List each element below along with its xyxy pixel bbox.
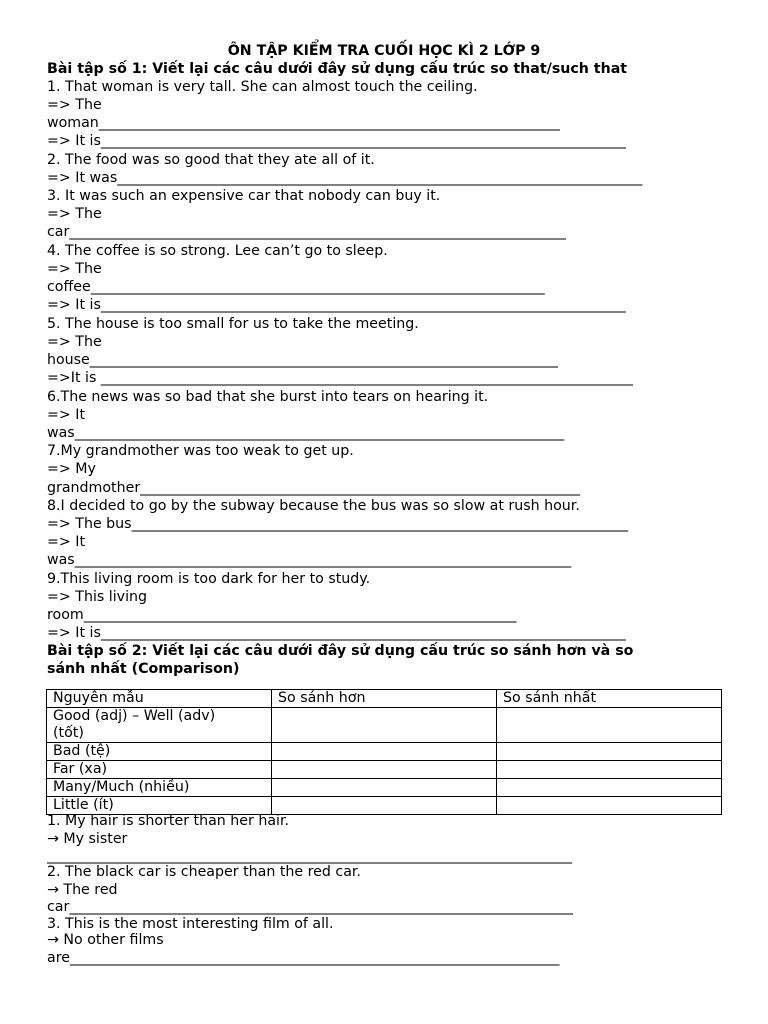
base-form-text: Good (adj) – Well (adv) (53, 708, 216, 724)
ex2-line: 2. The black car is cheaper than the red car. (47, 864, 361, 880)
ex1-line: => It (47, 534, 86, 550)
ex1-answer-line: coffee________________________________________________________________ (47, 279, 545, 295)
superlative-answer-cell[interactable] (497, 797, 722, 815)
comparison-table (46, 689, 722, 815)
ex1-answer-line: => It is__________________________________________________________________________ (47, 133, 626, 149)
ex1-line: => The (47, 334, 102, 350)
comparative-answer-cell[interactable] (272, 797, 497, 815)
ex2-line: 3. This is the most interesting film of all. (47, 916, 334, 932)
exercise-1-heading: Bài tập số 1: Viết lại các câu dưới đây sử dụng cấu trúc so that/such that (47, 61, 628, 77)
ex2-line: → No other films (47, 932, 164, 948)
table-row (47, 761, 722, 779)
exercise-2-heading-cont: sánh nhất (Comparison) (47, 661, 240, 677)
ex1-line: => This living (47, 589, 148, 605)
base-form-cell: Far (xa) (47, 761, 272, 779)
ex1-line: => It (47, 407, 86, 423)
ex1-line: => The (47, 261, 102, 277)
base-form-cell (47, 708, 272, 743)
ex1-answer-line: house__________________________________________________________________ (47, 352, 558, 368)
ex1-answer-line: => The bus______________________________________________________________________ (47, 516, 629, 532)
ex1-line: 9.This living room is too dark for her to study. (47, 571, 371, 587)
ex2-answer-line: __________________________________________________________________________ (47, 848, 572, 864)
ex1-answer-line: car______________________________________________________________________ (47, 224, 566, 240)
ex1-answer-line: was_____________________________________________________________________ (47, 425, 565, 441)
ex2-line: → The red (47, 882, 118, 898)
comparative-answer-cell[interactable] (272, 708, 497, 743)
ex1-answer-line: => It is__________________________________________________________________________ (47, 625, 626, 641)
base-form-meaning: (tốt) (53, 725, 84, 741)
superlative-answer-cell[interactable] (497, 708, 722, 743)
table-row (47, 797, 722, 815)
ex1-line: => The (47, 97, 102, 113)
superlative-answer-cell[interactable] (497, 779, 722, 797)
ex1-line: => The (47, 206, 102, 222)
page-title: ÔN TẬP KIỂM TRA CUỐI HỌC KÌ 2 LỚP 9 (227, 43, 541, 59)
ex1-line: 8.I decided to go by the subway because the bus was so slow at rush hour. (47, 498, 580, 514)
ex1-answer-line: room_____________________________________________________________ (47, 607, 517, 623)
table-header-row (47, 690, 722, 708)
ex1-answer-line: was______________________________________________________________________ (47, 552, 572, 568)
exercise-2-heading: Bài tập số 2: Viết lại các câu dưới đây sử dụng cấu trúc so sánh hơn và so (47, 643, 634, 659)
ex2-answer-line: are_____________________________________________________________________ (47, 950, 560, 966)
ex1-line: 5. The house is too small for us to take the meeting. (47, 316, 419, 332)
table-row (47, 779, 722, 797)
ex1-answer-line: =>It is ___________________________________________________________________________ (47, 370, 633, 386)
superlative-answer-cell[interactable] (497, 743, 722, 761)
ex1-line: 1. That woman is very tall. She can almost touch the ceiling. (47, 79, 478, 95)
ex1-line: 3. It was such an expensive car that nobody can buy it. (47, 188, 441, 204)
ex1-line: => My (47, 461, 96, 477)
ex1-answer-line: => It is__________________________________________________________________________ (47, 297, 626, 313)
ex2-line: 1. My hair is shorter than her hair. (47, 813, 290, 829)
ex1-line: 7.My grandmother was too weak to get up. (47, 443, 354, 459)
header-cell-base: Nguyên mẫu (47, 690, 272, 708)
comparative-answer-cell[interactable] (272, 743, 497, 761)
superlative-answer-cell[interactable] (497, 761, 722, 779)
table-row (47, 708, 722, 743)
ex2-answer-line: car_______________________________________________________________________ (47, 899, 573, 915)
base-form-cell: Bad (tệ) (47, 743, 272, 761)
base-form-cell: Little (ít) (47, 797, 272, 815)
ex1-answer-line: woman_________________________________________________________________ (47, 115, 560, 131)
base-form-cell: Many/Much (nhiều) (47, 779, 272, 797)
ex1-line: 6.The news was so bad that she burst into tears on hearing it. (47, 389, 489, 405)
table-row (47, 743, 722, 761)
ex1-line: 2. The food was so good that they ate all of it. (47, 152, 375, 168)
ex2-line: → My sister (47, 831, 128, 847)
comparative-answer-cell[interactable] (272, 779, 497, 797)
header-cell-comparative: So sánh hơn (272, 690, 497, 708)
ex1-line: 4. The coffee is so strong. Lee can’t go to sleep. (47, 243, 388, 259)
header-cell-superlative: So sánh nhất (497, 690, 722, 708)
comparative-answer-cell[interactable] (272, 761, 497, 779)
ex1-answer-line: grandmother______________________________________________________________ (47, 480, 580, 496)
ex1-answer-line: => It was__________________________________________________________________________ (47, 170, 643, 186)
